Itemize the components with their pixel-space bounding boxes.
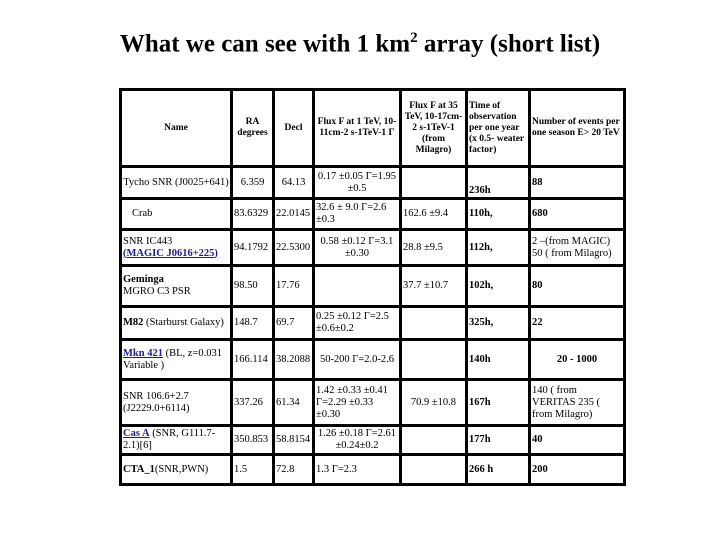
cell-flux1: 1.3 Γ=2.3 [314,455,401,485]
table-row [121,307,625,340]
cell-flux1: 1.42 ±0.33 ±0.41 Γ=2.29 ±0.33 ±0.30 [314,380,401,426]
cell-flux35: 37.7 ±10.7 [401,266,467,307]
magic-link[interactable]: (MAGIC J0616+225) [123,247,218,259]
header-flux35: Flux F at 35 TeV, 10-17cm-2 s-1TeV-1 (from Milagro) [401,90,467,167]
name-text: CTA_1 [123,463,155,475]
cell-time: 266 h [467,455,530,485]
cell-events: 80 [530,266,625,307]
cell-name [121,426,232,455]
cell-time: 325h, [467,307,530,340]
table-row [121,380,625,426]
cell-dec: 58.8154 [274,426,314,455]
title-end: array (short list) [417,30,601,58]
cell-name: Tycho SNR (J0025+641) [121,167,232,199]
cell-events: 22 [530,307,625,340]
name-rest: (Starburst Galaxy) [143,317,224,328]
name-rest: (SNR, G111.7-2.1)[6] [123,428,216,451]
name-rest: (SNR,PWN) [154,463,209,475]
header-time: Time of observation per one year (x 0.5- weater factor) [467,90,530,167]
cell-ra: 166.114 [232,340,274,380]
table-row [121,230,625,266]
name-rest: (BL, z=0.031 Variable ) [123,347,222,371]
header-events: Number of events per one season E> 20 TeV [530,90,625,167]
cell-time: 102h, [467,266,530,307]
cell-events: 680 [530,199,625,230]
name-rest: MGRO C3 PSR [123,286,191,297]
header-row [121,90,625,167]
slide-title [0,30,720,58]
cell-dec: 17.76 [274,266,314,307]
table-row [121,266,625,307]
header-name: Name [121,90,232,167]
cell-ra: 148.7 [232,307,274,340]
cell-name [121,230,232,266]
cell-time: 110h, [467,199,530,230]
cell-events: 40 [530,426,625,455]
cell-ra: 337.26 [232,380,274,426]
cell-dec: 22.5300 [274,230,314,266]
cell-flux35 [401,307,467,340]
cell-time: 236h [467,167,530,199]
source-table [119,88,626,486]
cell-flux1 [314,266,401,307]
cell-flux1: 1.26 ±0.18 Γ=2.61 ±0.24±0.2 [314,426,401,455]
cell-ra: 1.5 [232,455,274,485]
cell-name [121,455,232,485]
cell-time: 177h [467,426,530,455]
header-ra: RA degrees [232,90,274,167]
header-decl: Decl [274,90,314,167]
cell-dec: 72.8 [274,455,314,485]
cell-name [121,340,232,380]
cell-flux1: 32.6 ± 9.0 Γ=2.6 ±0.3 [314,199,401,230]
name-text: SNR IC443 [123,235,173,247]
name-text: Geminga [123,274,164,285]
cell-flux35 [401,455,467,485]
cell-name [121,307,232,340]
cell-flux35: 70.9 ±10.8 [401,380,467,426]
title-sup: 2 [410,30,418,46]
cell-events: 20 - 1000 [530,340,625,380]
cell-time: 140h [467,340,530,380]
cell-events: 2 –(from MAGIC) 50 ( from Milagro) [530,230,625,266]
title-text: What we can see with 1 km [119,30,411,58]
cell-time: 167h [467,380,530,426]
cell-dec: 61.34 [274,380,314,426]
cell-flux1: 0.25 ±0.12 Γ=2.5 ±0.6±0.2 [314,307,401,340]
cell-flux35 [401,426,467,455]
name-text: M82 [123,317,144,328]
cell-flux35: 162.6 ±9.4 [401,199,467,230]
cell-dec: 22.0145 [274,199,314,230]
cell-dec: 38.2088 [274,340,314,380]
cell-flux1: 50-200 Γ=2.0-2.6 [314,340,401,380]
mkn421-link[interactable]: Mkn 421 [123,347,163,359]
cell-ra: 83.6329 [232,199,274,230]
cell-flux35: 28.8 ±9.5 [401,230,467,266]
cell-name: SNR 106.6+2.7 (J2229.0+6114) [121,380,232,426]
cell-ra: 6.359 [232,167,274,199]
cell-events: 88 [530,167,625,199]
cell-ra: 94.1792 [232,230,274,266]
cell-ra: 98.50 [232,266,274,307]
cell-flux35 [401,167,467,199]
cell-flux35 [401,340,467,380]
cell-flux1: 0.17 ±0.05 Γ=1.95 ±0.5 [314,167,401,199]
table-row [121,455,625,485]
cell-ra: 350.853 [232,426,274,455]
cell-events: 200 [530,455,625,485]
table-row [121,199,625,230]
cell-name: Crab [121,199,232,230]
table-row [121,340,625,380]
table-row [121,426,625,455]
cell-events: 140 ( from VERITAS 235 ( from Milagro) [530,380,625,426]
cell-name [121,266,232,307]
cell-dec: 64.13 [274,167,314,199]
cell-dec: 69.7 [274,307,314,340]
header-flux1: Flux F at 1 TeV, 10-11cm-2 s-1TeV-1 Γ [314,90,401,167]
cas-a-link[interactable]: Cas A [123,428,150,439]
table-row [121,167,625,199]
cell-flux1: 0.58 ±0.12 Γ=3.1 ±0.30 [314,230,401,266]
cell-time: 112h, [467,230,530,266]
